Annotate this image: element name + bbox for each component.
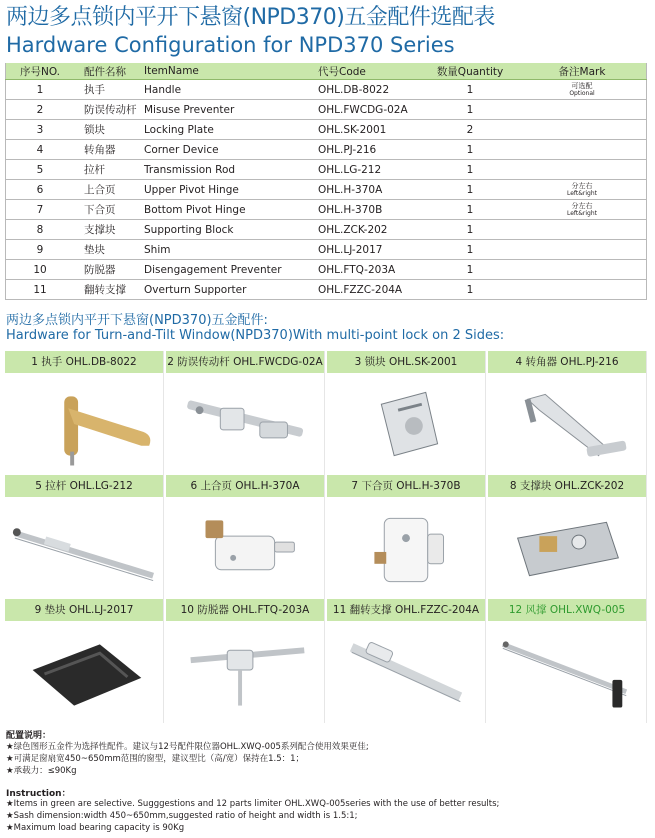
- misuse-preventer-icon: [166, 373, 324, 475]
- transmission-rod-icon: [5, 497, 163, 599]
- part-label: 7 下合页 OHL.H-370B: [327, 475, 485, 497]
- part-label: 8 支撑块 OHL.ZCK-202: [488, 475, 646, 497]
- table-row: [6, 80, 647, 100]
- row-quantity: 1: [422, 260, 518, 280]
- parts-grid: [5, 351, 647, 723]
- part-label: 4 转角器 OHL.PJ-216: [488, 351, 646, 373]
- part-label: 2 防误传动杆 OHL.FWCDG-02A: [166, 351, 324, 373]
- header-mark: 备注Mark: [518, 63, 647, 80]
- notes-cn-heading: 配置说明：: [6, 731, 52, 741]
- bottom-hinge-icon: [327, 497, 485, 599]
- table-row: [6, 200, 647, 220]
- row-quantity: 1: [422, 180, 518, 200]
- row-item-name: Handle: [142, 80, 316, 100]
- row-code: OHL.LJ-2017: [316, 240, 422, 260]
- notes-en-heading: Instruction：: [6, 789, 71, 799]
- part-card: [5, 351, 164, 475]
- row-mark: [518, 120, 647, 140]
- row-item-name: Bottom Pivot Hinge: [142, 200, 316, 220]
- table-row: [6, 180, 647, 200]
- mark-cn: 分左右: [571, 182, 593, 190]
- table-row: [6, 160, 647, 180]
- page-title-en: Hardware Configuration for NPD370 Series: [6, 33, 455, 57]
- row-no: 4: [6, 140, 75, 160]
- header-cn-name: 配件名称: [74, 63, 142, 80]
- configuration-table: [5, 63, 647, 300]
- row-cn-name: 垫块: [74, 240, 142, 260]
- mark-cn: 可选配: [571, 82, 593, 90]
- header-no: 序号NO.: [6, 63, 75, 80]
- corner-device-icon: [488, 373, 646, 475]
- friction-stay-icon: [488, 621, 646, 723]
- row-quantity: 1: [422, 280, 518, 300]
- locking-plate-icon: [327, 373, 485, 475]
- row-cn-name: 下合页: [74, 200, 142, 220]
- part-label: 11 翻转支撑 OHL.FZZC-204A: [327, 599, 485, 621]
- part-card: [5, 599, 164, 723]
- row-cn-name: 执手: [74, 80, 142, 100]
- handle-icon: [5, 373, 163, 475]
- notes-cn-line: ★可满足窗扇宽450~650mm范围的窗型，建议型比（高/宽）保持在1.5：1；: [6, 754, 305, 764]
- part-card: [166, 351, 325, 475]
- row-no: 5: [6, 160, 75, 180]
- notes-en-line: ★Sash dimension:width 450~650mm,suggested ratio of height and width is 1.5:1;: [6, 811, 358, 821]
- upper-hinge-icon: [166, 497, 324, 599]
- mark-cn: 分左右: [571, 202, 593, 210]
- supporting-block-icon: [488, 497, 646, 599]
- part-card: [166, 599, 325, 723]
- section-subtitle-en: Hardware for Turn-and-Tilt Window(NPD370)With multi-point lock on 2 Sides:: [6, 328, 505, 343]
- row-quantity: 1: [422, 240, 518, 260]
- part-card: [327, 599, 486, 723]
- part-card: [488, 351, 647, 475]
- header-item-name: ItemName: [142, 63, 316, 80]
- row-code: OHL.ZCK-202: [316, 220, 422, 240]
- row-quantity: 1: [422, 160, 518, 180]
- table-row: [6, 280, 647, 300]
- notes-en-line: ★Maximum load bearing capacity is 90Kg: [6, 823, 185, 833]
- table-header-row: [6, 63, 647, 80]
- row-code: OHL.SK-2001: [316, 120, 422, 140]
- row-no: 7: [6, 200, 75, 220]
- part-card: [327, 351, 486, 475]
- row-code: OHL.H-370A: [316, 180, 422, 200]
- row-code: OHL.DB-8022: [316, 80, 422, 100]
- part-card: [327, 475, 486, 599]
- section-subtitle-cn: 两边多点锁内平开下悬窗(NPD370)五金配件:: [6, 313, 268, 328]
- shim-icon: [5, 621, 163, 723]
- header-quantity: 数量Quantity: [422, 63, 518, 80]
- row-code: OHL.FWCDG-02A: [316, 100, 422, 120]
- row-mark: [518, 240, 647, 260]
- row-item-name: Locking Plate: [142, 120, 316, 140]
- part-label: 9 垫块 OHL.LJ-2017: [5, 599, 163, 621]
- mark-en: Optional: [569, 90, 595, 97]
- part-card: [488, 599, 647, 723]
- row-cn-name: 上合页: [74, 180, 142, 200]
- table-row: [6, 120, 647, 140]
- part-card: [488, 475, 647, 599]
- row-item-name: Corner Device: [142, 140, 316, 160]
- row-no: 8: [6, 220, 75, 240]
- row-quantity: 1: [422, 200, 518, 220]
- notes-cn-line: ★承载力：≤90Kg: [6, 766, 77, 776]
- table-row: [6, 140, 647, 160]
- row-cn-name: 拉杆: [74, 160, 142, 180]
- row-code: OHL.LG-212: [316, 160, 422, 180]
- notes-en: [6, 798, 499, 834]
- notes-en-line: ★Items in green are selective. Sugggestions and 12 parts limiter OHL.XWQ-005series with the use of better results;: [6, 799, 500, 809]
- row-mark: [518, 220, 647, 240]
- row-code: OHL.FTQ-203A: [316, 260, 422, 280]
- row-cn-name: 防脱器: [74, 260, 142, 280]
- row-no: 1: [6, 80, 75, 100]
- part-card: [5, 475, 164, 599]
- row-mark: [518, 200, 647, 220]
- table-row: [6, 220, 647, 240]
- row-item-name: Transmission Rod: [142, 160, 316, 180]
- row-mark: [518, 160, 647, 180]
- page-title-cn: 两边多点锁内平开下悬窗(NPD370)五金配件选配表: [6, 5, 495, 30]
- row-code: OHL.PJ-216: [316, 140, 422, 160]
- row-cn-name: 支撑块: [74, 220, 142, 240]
- row-quantity: 1: [422, 100, 518, 120]
- part-card: [166, 475, 325, 599]
- mark-en: Left&right: [566, 210, 598, 217]
- row-item-name: Disengagement Preventer: [142, 260, 316, 280]
- table-body: [6, 80, 647, 300]
- row-mark: [518, 180, 647, 200]
- part-label: 5 拉杆 OHL.LG-212: [5, 475, 163, 497]
- row-item-name: Misuse Preventer: [142, 100, 316, 120]
- row-code: OHL.H-370B: [316, 200, 422, 220]
- row-quantity: 1: [422, 80, 518, 100]
- header-code: 代号Code: [316, 63, 422, 80]
- row-mark: [518, 80, 647, 100]
- table-row: [6, 240, 647, 260]
- mark-en: Left&right: [566, 190, 598, 197]
- row-cn-name: 锁块: [74, 120, 142, 140]
- row-no: 3: [6, 120, 75, 140]
- disengagement-preventer-icon: [166, 621, 324, 723]
- row-no: 6: [6, 180, 75, 200]
- row-no: 2: [6, 100, 75, 120]
- row-item-name: Upper Pivot Hinge: [142, 180, 316, 200]
- row-item-name: Overturn Supporter: [142, 280, 316, 300]
- part-label: 6 上合页 OHL.H-370A: [166, 475, 324, 497]
- row-no: 11: [6, 280, 75, 300]
- row-mark: [518, 260, 647, 280]
- row-quantity: 2: [422, 120, 518, 140]
- row-code: OHL.FZZC-204A: [316, 280, 422, 300]
- table-row: [6, 100, 647, 120]
- part-label: 10 防脱器 OHL.FTQ-203A: [166, 599, 324, 621]
- row-cn-name: 防误传动杆: [74, 100, 142, 120]
- row-no: 9: [6, 240, 75, 260]
- row-no: 10: [6, 260, 75, 280]
- overturn-supporter-icon: [327, 621, 485, 723]
- part-label: 12 风撑 OHL.XWQ-005: [488, 599, 646, 621]
- row-item-name: Shim: [142, 240, 316, 260]
- row-quantity: 1: [422, 220, 518, 240]
- row-quantity: 1: [422, 140, 518, 160]
- part-label: 3 锁块 OHL.SK-2001: [327, 351, 485, 373]
- table-row: [6, 260, 647, 280]
- notes-cn-line: ★绿色图形五金件为选择性配件。建议与12号配件限位器OHL.XWQ-005系列配合使用效果更佳;: [6, 742, 369, 752]
- row-mark: [518, 280, 647, 300]
- row-cn-name: 翻转支撑: [74, 280, 142, 300]
- row-mark: [518, 100, 647, 120]
- row-mark: [518, 140, 647, 160]
- row-cn-name: 转角器: [74, 140, 142, 160]
- part-label: 1 执手 OHL.DB-8022: [5, 351, 163, 373]
- row-item-name: Supporting Block: [142, 220, 316, 240]
- notes-cn: [6, 741, 369, 777]
